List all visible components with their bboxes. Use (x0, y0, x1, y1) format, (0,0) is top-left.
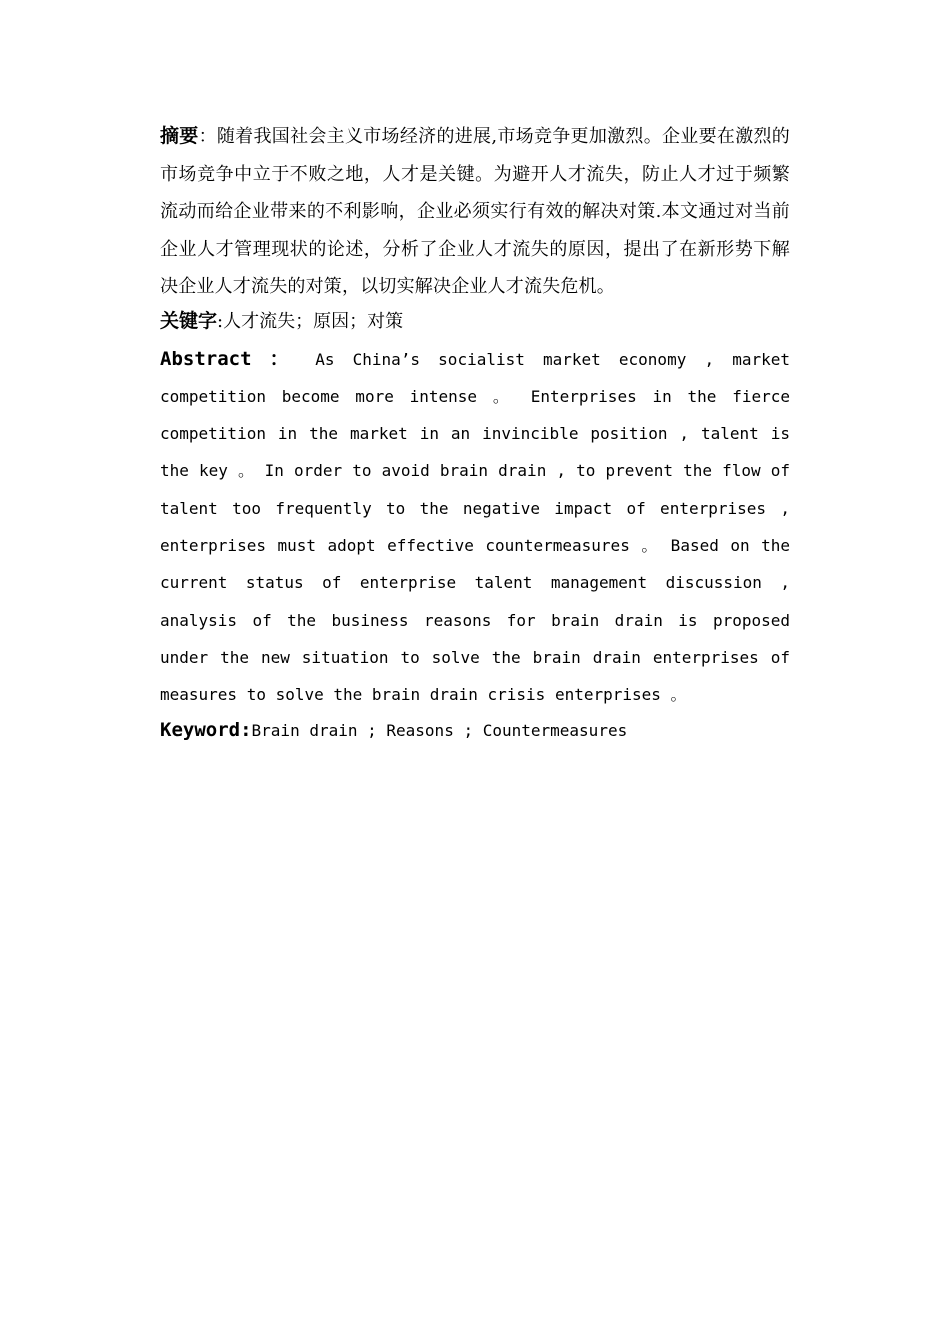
english-abstract-text: As China’s socialist market economy , market competition become more intense 。 Enterprises in the fierce competition in the market in an invincible position , talent is the key 。 In order to avoid brain drain , to prevent the flow of talent too frequently to the negative impact of enterprises , enterprises must adopt effective countermeasures 。 Based on the current status of enterprise talent management discussion , analysis of the business reasons for brain drain is proposed under the new situation to solve the brain drain enterprises of measures to solve the brain drain crisis enterprises 。 (160, 349, 791, 705)
english-abstract (160, 341, 790, 714)
chinese-abstract-label: 摘要 (160, 125, 199, 147)
document-page (160, 118, 790, 748)
english-abstract-label: Abstract (160, 347, 252, 370)
chinese-abstract-separator: ： (198, 126, 217, 147)
chinese-abstract (160, 118, 790, 306)
english-keywords-text: Brain drain ; Reasons ; Countermeasures (251, 721, 628, 741)
english-keywords-label: Keyword (160, 719, 241, 742)
english-keywords (160, 713, 790, 748)
english-abstract-separator: ： (269, 347, 298, 370)
chinese-abstract-text: 随着我国社会主义市场经济的进展,市场竞争更加激烈。企业要在激烈的市场竞争中立于不败之地，人才是关键。为避开人才流失，防止人才过于频繁流动而给企业带来的不利影响，企业必须实行有效的解决对策.本文通过对当前企业人才管理现状的论述，分析了企业人才流失的原因，提出了在新形势下解决企业人才流失的对策，以切实解决企业人才流失危机。 (160, 126, 790, 297)
chinese-keywords-text: 人才流失；原因；对策 (223, 310, 404, 332)
chinese-keywords-label: 关键字 (160, 309, 218, 332)
chinese-keywords-separator: : (217, 310, 224, 332)
chinese-keywords (160, 306, 790, 337)
english-keywords-separator: : (240, 719, 252, 742)
